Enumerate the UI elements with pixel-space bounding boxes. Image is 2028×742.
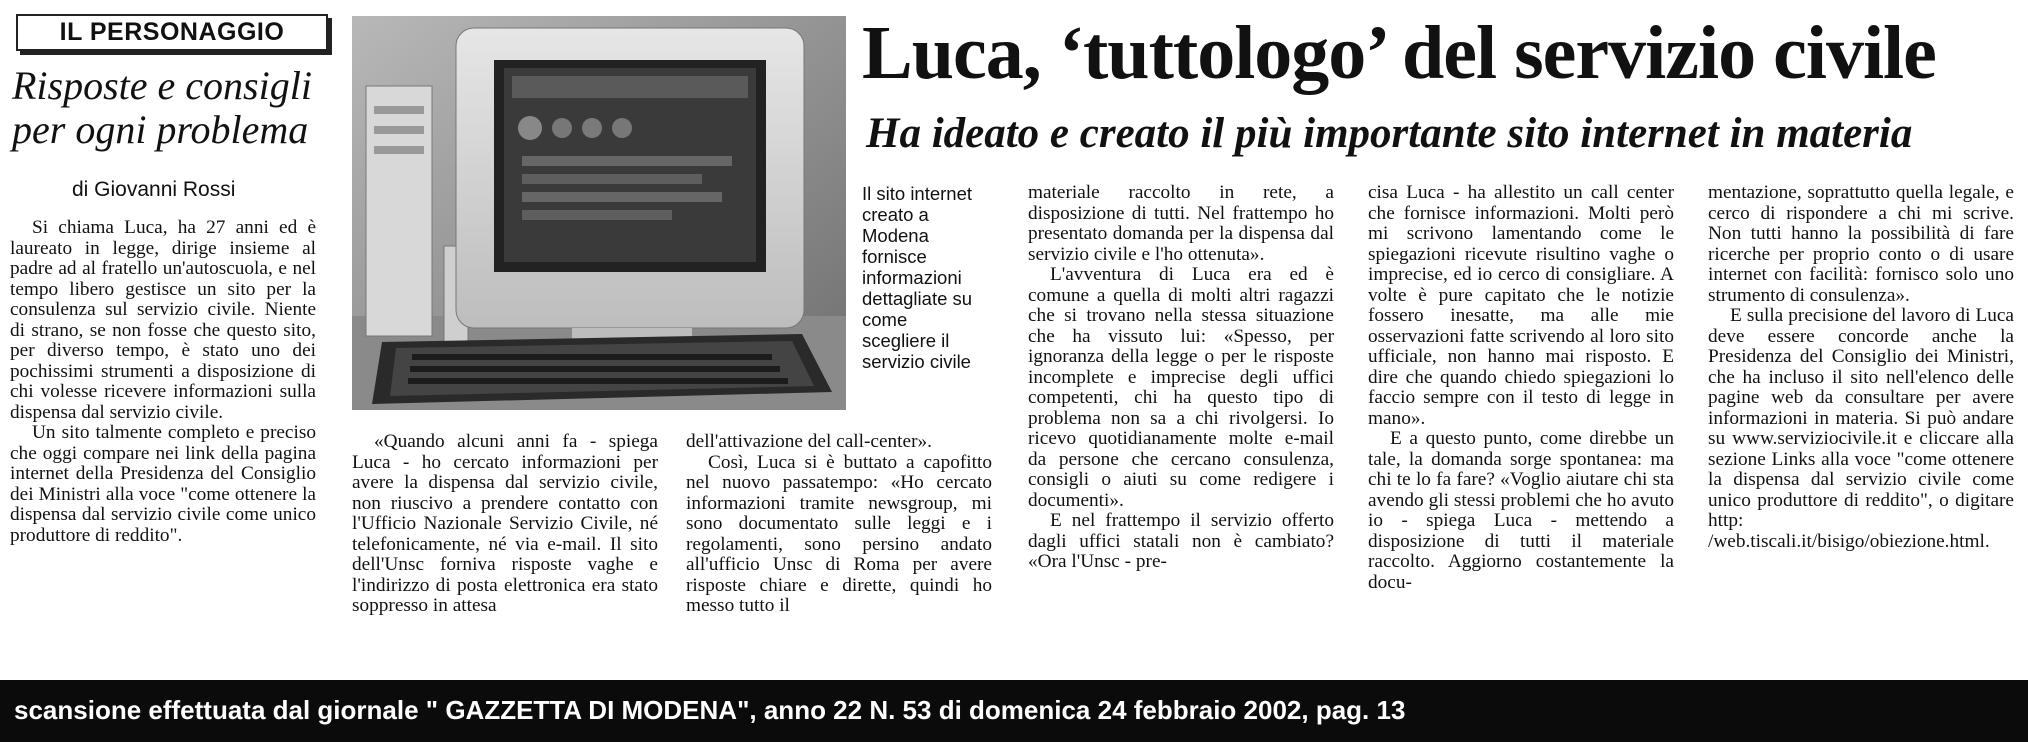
- paragraph: E nel frattempo il servizio offerto dagli uffici statali non è cambiato? «Ora l'Unsc - pre-: [1028, 510, 1334, 572]
- paragraph: E a questo punto, come direbbe un tale, la domanda sorge spontanea: ma chi te lo fa fare? «Voglio aiutare chi sta avendo gli stessi problemi che ho avuto io - spiega Luca - mettendo a disposizione di tutti il materiale raccolto. Aggiorno costantemente la docu-: [1368, 428, 1674, 593]
- article-column-6: [1708, 183, 2014, 552]
- article-column-5: [1368, 183, 1674, 593]
- footer-source-text: scansione effettuata dal giornale " GAZZETTA DI MODENA", anno 22 N. 53 di domenica 24 febbraio 2002, pag. 13: [14, 695, 1406, 725]
- paragraph: «Quando alcuni anni fa - spiega Luca - ho cercato informazioni per avere la dispensa dal servizio civile, non riuscivo a prendere contatto con l'Ufficio Nazionale Servizio Civile, né telefonicamente, né via e-mail. Il sito dell'Unsc forniva risposte vaghe e l'indirizzo di posta elettronica era stato soppresso in attesa: [352, 431, 658, 616]
- article-column-1: [10, 218, 316, 546]
- paragraph: Un sito talmente completo e preciso che oggi compare nei link della pagina internet della Presidenza del Consiglio dei Ministri alla voce "come ottenere la dispensa dal servizio civile come unico produttore di reddito".: [10, 422, 316, 546]
- section-label-text: IL PERSONAGGIO: [59, 18, 285, 46]
- paragraph: Così, Luca si è buttato a capofitto nel nuovo passatempo: «Ho cercato informazioni tramite newsgroup, mi sono documentato sulle leggi e i regolamenti, sono persino andato all'ufficio Unsc di Roma per avere risposte chiare e dirette, quindi ho messo tutto il: [686, 451, 992, 616]
- paragraph: materiale raccolto in rete, a disposizione di tutti. Nel frattempo ho presentato domanda per la dispensa dal servizio civile e l'ho ottenuta».: [1028, 182, 1334, 265]
- paragraph: E sulla precisione del lavoro di Luca deve essere concorde anche la Presidenza del Consiglio dei Ministri, che ha incluso il sito nell'elenco delle pagine web da consultare per avere informazioni in materia. Si può andare su www.serviziocivile.it e cliccare alla sezione Links alla voce "come ottenere la dispensa dal servizio civile come unico produttore di reddito", o digitare http: /web.tiscali.it/bisigo/obiezione.html.: [1708, 305, 2014, 552]
- paragraph: Si chiama Luca, ha 27 anni ed è laureato in legge, dirige insieme al padre ad al fratello un'autoscuola, e nel tempo libero gestisce un sito per la consulenza sul servizio civile. Niente di strano, se non fosse che questo sito, per diverso tempo, è stato uno dei pochissimi strumenti a disposizione di chi volesse ricevere informazioni sulla dispensa dal servizio civile.: [10, 217, 316, 423]
- subheadline: Ha ideato e creato il più importante sito internet in materia: [866, 110, 1913, 157]
- paragraph: cisa Luca - ha allestito un call center che fornisce informazioni. Molti però mi scrivono lamentando come le spiegazioni ricevute risultino vaghe o imprecise, ed io cerco di consigliare. A volte è pure capitato che le notizie fossero inesatte, ma alle mie osservazioni fatte scrivendo al loro sito ufficiale, non hanno mai risposto. E dire che quando chiedo spiegazioni lo faccio sempre con il testo di legge in mano».: [1368, 182, 1674, 429]
- paragraph: L'avventura di Luca era ed è comune a quella di molti altri ragazzi che si trovano nella stessa situazione che ha vissuto lui: «Spesso, per ignoranza della legge o per le risposte incomplete e imprecise degli uffici competenti, chi ha questo tipo di problema non sa a chi rivolgersi. Io ricevo quotidianamente molte e-mail da persone che cercano consulenza, consigli o aiuti su come redigere i documenti».: [1028, 264, 1334, 511]
- computer-photo: [352, 16, 846, 410]
- byline: di Giovanni Rossi: [72, 178, 236, 201]
- article-column-3: [686, 432, 992, 617]
- kicker: Risposte e consigli per ogni problema: [12, 63, 312, 152]
- article-column-4: [1028, 183, 1334, 573]
- section-label: [16, 14, 328, 51]
- paragraph: dell'attivazione del call-center».: [686, 431, 932, 452]
- paragraph: mentazione, soprattutto quella legale, e cerco di rispondere a chi mi scrive. Non tutti hanno la possibilità di fare ricerche per proprio conto o di usare internet con facilità: fornisco solo uno strumento di consulenza».: [1708, 182, 2014, 306]
- photo-caption: Il sito internet creato a Modena fornisce informazioni dettagliate su come scegliere il servizio civile: [862, 183, 973, 372]
- computer-monitor-photo-icon: [352, 16, 846, 410]
- headline: Luca, ‘tuttologo’ del servizio civile: [862, 11, 1936, 95]
- article-column-2: [352, 432, 658, 617]
